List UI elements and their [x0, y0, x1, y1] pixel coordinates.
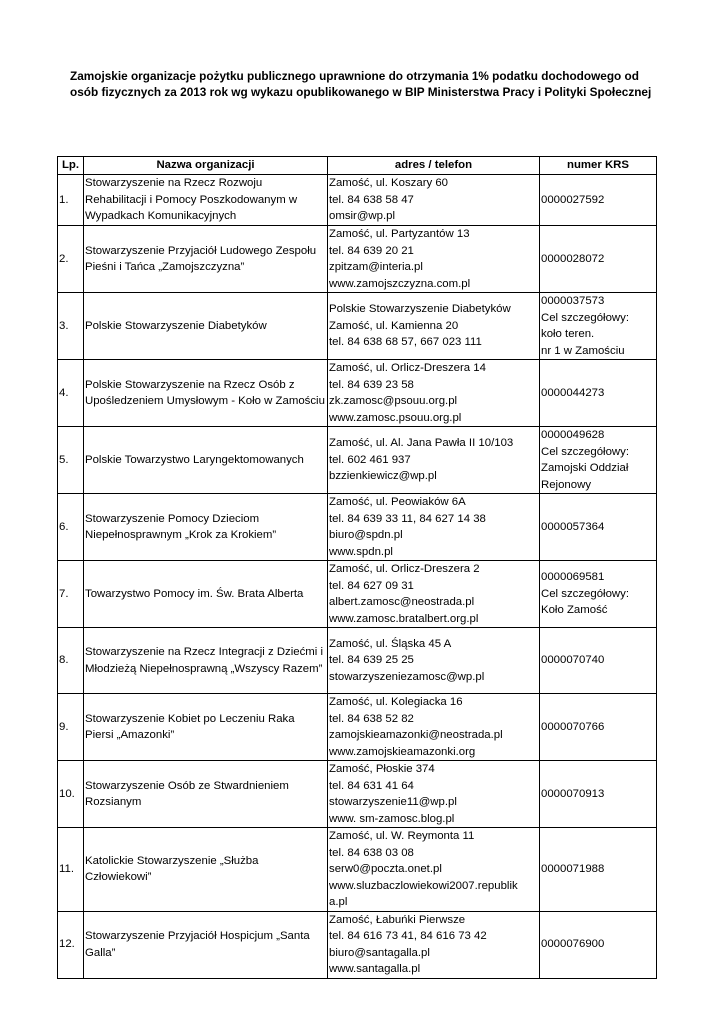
krs-line: 0000028072	[541, 252, 605, 265]
row-lp: 12.	[58, 911, 84, 978]
krs-line: 0000027592	[541, 193, 605, 206]
row-lp: 3.	[58, 293, 84, 360]
address-line: biuro@spdn.pl	[329, 529, 403, 541]
address-line: zamojskieamazonki@neostrada.pl	[329, 729, 503, 741]
address-line: Zamość, ul. Koszary 60	[329, 177, 449, 190]
address-line: bzzienkiewicz@wp.pl	[329, 470, 437, 483]
address-line: Zamość, ul. W. Reymonta 11	[329, 830, 475, 842]
row-krs-number	[540, 828, 657, 912]
address-line: www.sluzbaczlowiekowi2007.republik	[329, 879, 518, 892]
row-lp: 1.	[58, 175, 84, 226]
row-lp: 8.	[58, 628, 84, 694]
address-line: tel. 84 638 03 08	[329, 846, 414, 859]
row-krs-number	[540, 628, 657, 694]
address-line: www.zamojszczyzna.com.pl	[329, 277, 471, 290]
row-address-phone	[328, 628, 540, 694]
address-line: tel. 84 631 41 64	[329, 779, 414, 792]
address-line: tel. 602 461 937	[329, 453, 411, 466]
row-organization-name	[84, 628, 328, 694]
organization-name-text: Polskie Stowarzyszenie na Rzecz Osób z Upośledzeniem Umysłowym - Koło w Zamościu	[85, 378, 325, 407]
organizations-table	[57, 156, 657, 979]
row-organization-name	[84, 911, 328, 978]
address-line: zk.zamosc@psouu.org.pl	[329, 395, 458, 407]
row-address-phone	[328, 761, 540, 828]
address-line: Polskie Stowarzyszenie Diabetyków	[329, 303, 511, 316]
address-line: tel. 84 616 73 41, 84 616 73 42	[329, 930, 487, 942]
address-line: tel. 84 638 68 57, 667 023 111	[329, 336, 482, 349]
address-line: Zamość, ul. Peowiaków 6A	[329, 496, 466, 508]
krs-line: 0000044273	[541, 386, 605, 399]
row-organization-name	[84, 561, 328, 628]
krs-line: 0000049628	[541, 429, 605, 441]
row-organization-name	[84, 226, 328, 293]
organization-name-text: Stowarzyszenie Osób ze Stwardnieniem Rozsianym	[85, 779, 289, 808]
row-lp: 6.	[58, 494, 84, 561]
row-lp: 10.	[58, 761, 84, 828]
address-line: tel. 84 627 09 31	[329, 579, 414, 592]
row-address-phone	[328, 828, 540, 912]
table-row	[58, 828, 657, 912]
address-line: tel. 84 638 58 47	[329, 193, 414, 206]
table-row	[58, 293, 657, 360]
organization-name-text: Stowarzyszenie Przyjaciół Ludowego Zespołu Pieśni i Tańca „Zamojszczyzna”	[85, 244, 317, 273]
row-krs-number	[540, 293, 657, 360]
row-krs-number	[540, 761, 657, 828]
organization-name-text: Stowarzyszenie na Rzecz Integracji z Dziećmi i Młodzieżą Niepełnosprawną „Wszyscy Razem”	[85, 646, 324, 675]
table-row	[58, 427, 657, 494]
row-organization-name	[84, 175, 328, 226]
row-organization-name	[84, 694, 328, 761]
header-krs: numer KRS	[540, 157, 657, 175]
table-row	[58, 628, 657, 694]
krs-line: nr 1 w Zamościu	[541, 344, 625, 357]
krs-line: Zamojski Oddział	[541, 462, 629, 474]
krs-line: koło teren.	[541, 328, 595, 340]
row-lp: 2.	[58, 226, 84, 293]
row-address-phone	[328, 694, 540, 761]
krs-line: 0000076900	[541, 938, 605, 951]
row-lp: 11.	[58, 828, 84, 912]
table-row	[58, 360, 657, 427]
address-line: tel. 84 639 20 21	[329, 244, 414, 257]
organization-name-text: Stowarzyszenie na Rzecz Rozwoju Rehabilitacji i Pomocy Poszkodowanym w Wypadkach Komunikacyjnych	[85, 177, 298, 223]
row-lp: 4.	[58, 360, 84, 427]
address-line: www.zamojskieamazonki.org	[329, 745, 476, 758]
table-row	[58, 694, 657, 761]
organization-name-text: Stowarzyszenie Przyjaciół Hospicjum „Santa Galla”	[85, 930, 310, 959]
row-organization-name	[84, 293, 328, 360]
row-krs-number	[540, 494, 657, 561]
row-lp: 7.	[58, 561, 84, 628]
organization-name-text: Polskie Stowarzyszenie Diabetyków	[85, 319, 267, 332]
row-krs-number	[540, 175, 657, 226]
address-line: Zamość, ul. Śląska 45 A	[329, 637, 452, 650]
row-organization-name	[84, 761, 328, 828]
krs-line: 0000070740	[541, 654, 605, 667]
row-organization-name	[84, 494, 328, 561]
address-line: tel. 84 639 33 11, 84 627 14 38	[329, 512, 486, 525]
row-krs-number	[540, 226, 657, 293]
krs-line: 0000057364	[541, 520, 605, 533]
row-address-phone	[328, 293, 540, 360]
table-row	[58, 761, 657, 828]
krs-line: Cel szczegółowy:	[541, 587, 629, 600]
table-row	[58, 226, 657, 293]
krs-line: Rejonowy	[541, 478, 592, 491]
krs-line: 0000071988	[541, 863, 605, 875]
document-title: Zamojskie organizacje pożytku publicznego uprawnione do otrzymania 1% podatku dochodowego od osób fizycznych za 2013 rok wg wykazu opublikowanego w BIP Ministerstwa Pracy i Polityki Społecznej	[70, 69, 652, 99]
address-line: Zamość, ul. Orlicz-Dreszera 14	[329, 362, 486, 374]
row-lp: 9.	[58, 694, 84, 761]
krs-line: 0000037573	[541, 295, 605, 307]
address-line: tel. 84 639 25 25	[329, 654, 414, 667]
row-krs-number	[540, 694, 657, 761]
krs-line: Koło Zamość	[541, 604, 608, 617]
address-line: www.zamosc.bratalbert.org.pl	[329, 612, 479, 625]
address-line: albert.zamosc@neostrada.pl	[329, 596, 475, 608]
address-line: Zamość, ul. Kamienna 20	[329, 319, 459, 332]
address-line: Zamość, Płoskie 374	[329, 763, 435, 775]
table-row	[58, 494, 657, 561]
row-krs-number	[540, 911, 657, 978]
organization-name-text: Stowarzyszenie Kobiet po Leczeniu Raka Piersi „Amazonki”	[85, 712, 295, 741]
address-line: Zamość, ul. Kolegiacka 16	[329, 696, 463, 708]
row-address-phone	[328, 427, 540, 494]
krs-line: 0000070913	[541, 787, 605, 800]
address-line: biuro@santagalla.pl	[329, 946, 430, 959]
table-row	[58, 175, 657, 226]
krs-line: Cel szczegółowy:	[541, 311, 629, 324]
row-address-phone	[328, 360, 540, 427]
organization-name-text: Polskie Towarzystwo Laryngektomowanych	[85, 453, 304, 466]
header-lp: Lp.	[58, 157, 84, 175]
address-line: www. sm-zamosc.blog.pl	[329, 812, 455, 825]
header-address: adres / telefon	[328, 157, 540, 175]
address-line: www.santagalla.pl	[329, 963, 421, 975]
address-line: stowarzyszeniezamosc@wp.pl	[329, 670, 485, 683]
organization-name-text: Stowarzyszenie Pomocy Dzieciom Niepełnosprawnym „Krok za Krokiem”	[85, 512, 277, 541]
row-address-phone	[328, 226, 540, 293]
address-line: Zamość, ul. Partyzantów 13	[329, 228, 470, 240]
organization-name-text: Katolickie Stowarzyszenie „Służba Człowiekowi”	[85, 854, 259, 884]
table-header-row	[58, 157, 657, 175]
organization-name-text: Towarzystwo Pomocy im. Św. Brata Alberta	[85, 587, 304, 600]
row-organization-name	[84, 427, 328, 494]
address-line: www.zamosc.psouu.org.pl	[329, 411, 462, 424]
address-line: stowarzyszenie11@wp.pl	[329, 796, 457, 808]
row-address-phone	[328, 911, 540, 978]
krs-line: Cel szczegółowy:	[541, 445, 629, 458]
krs-line: 0000070766	[541, 720, 605, 733]
row-address-phone	[328, 175, 540, 226]
address-line: tel. 84 639 23 58	[329, 378, 414, 391]
table-row	[58, 561, 657, 628]
address-line: zpitzam@interia.pl	[329, 261, 423, 273]
address-line: omsir@wp.pl	[329, 210, 395, 223]
table-body	[58, 175, 657, 979]
row-organization-name	[84, 360, 328, 427]
address-line: www.spdn.pl	[329, 545, 393, 558]
address-line: tel. 84 638 52 82	[329, 712, 414, 725]
table-row	[58, 911, 657, 978]
row-krs-number	[540, 561, 657, 628]
row-lp: 5.	[58, 427, 84, 494]
address-line: Zamość, ul. Al. Jana Pawła II 10/103	[329, 437, 514, 450]
row-address-phone	[328, 561, 540, 628]
address-line: a.pl	[329, 896, 348, 908]
krs-line: 0000069581	[541, 571, 605, 584]
row-organization-name	[84, 828, 328, 912]
row-krs-number	[540, 427, 657, 494]
address-line: Zamość, Łabuńki Pierwsze	[329, 913, 466, 926]
row-krs-number	[540, 360, 657, 427]
header-name: Nazwa organizacji	[84, 157, 328, 175]
row-address-phone	[328, 494, 540, 561]
address-line: Zamość, ul. Orlicz-Dreszera 2	[329, 563, 480, 575]
address-line: serw0@poczta.onet.pl	[329, 863, 442, 875]
